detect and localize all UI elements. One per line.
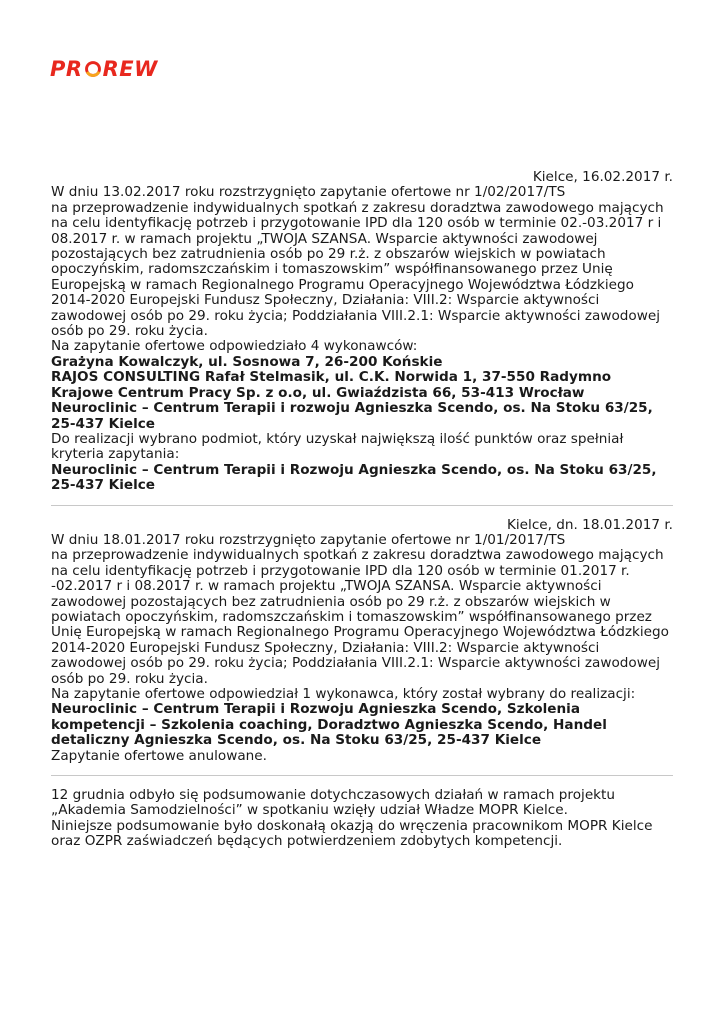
announcement-body: na przeprowadzenie indywidualnych spotkań z zakresu doradztwa zawodowego mających na celu identyfikację potrzeb i przygotowanie IPD dla 120 osób w terminie 02.-03.2017 r i 08.2017 r. w ramach projektu „TWOJA SZANSA. Wsparcie aktywności zawodowej pozostających bez zatrudnienia osób po 29 r.ż. z obszarów wiejskich w powiatach opoczyńskim, radomszczańskim i tomaszowskim” współfinansowanego przez Unię Europejską w ramach Regionalnego Programu Operacyjnego Województwa Łódzkiego 2014-2020 Europejski Fundusz Społeczny, Działania: VIII.2: Wsparcie aktywności zawodowej osób po 29. roku życia; Poddziałania VIII.2.1: Wsparcie aktywności zawodowej osób po 29. roku życia. <box>51 199 664 340</box>
offers-intro: Na zapytanie ofertowe odpowiedział 1 wykonawca, który został wybrany do realizacji: <box>51 686 636 702</box>
selection-text: Do realizacji wybrano podmiot, który uzyskał największą ilość punktów oraz spełniał kryteria zapytania: <box>51 430 624 463</box>
offer-item: Grażyna Kowalczyk, ul. Sosnowa 7, 26-200 Końskie <box>51 353 443 370</box>
announcement-intro: W dniu 18.01.2017 roku rozstrzygnięto zapytanie ofertowe nr 1/01/2017/TS <box>51 531 566 548</box>
announcement-date: Kielce, 16.02.2017 r. <box>532 169 673 185</box>
section-divider <box>51 505 673 506</box>
announcement-section-1 <box>51 170 673 494</box>
announcement-body: na przeprowadzenie indywidualnych spotkań z zakresu doradztwa zawodowego mających na celu identyfikację potrzeb i przygotowanie IPD dla 120 osób w terminie 01.2017 r. -02.2017 r i 08.2017 r. w ramach projektu „TWOJA SZANSA. Wsparcie aktywności zawodowej pozostających bez zatrudnienia osób po 29 r.ż. z obszarów wiejskich w powiatach opoczyńskim, radomszczańskim i tomaszowskim” współfinansowanego przez Unię Europejską w ramach Regionalnego Programu Operacyjnego Województwa Łódzkiego 2014-2020 Europejski Fundusz Społeczny, Działania: VIII.2: Wsparcie aktywności zawodowej osób po 29. roku życia; Poddziałania VIII.2.1: Wsparcie aktywności zawodowej osób po 29. roku życia. <box>51 547 669 687</box>
announcement-section-2 <box>51 518 673 765</box>
announcement-date: Kielce, dn. 18.01.2017 r. <box>506 516 673 533</box>
offer-item: Neuroclinic – Centrum Terapii i rozwoju Agnieszka Scendo, os. Na Stoku 63/25, 25-437 Kielce <box>51 400 653 432</box>
document-content <box>51 170 673 850</box>
news-paragraph: 12 grudnia odbyło się podsumowanie dotychczasowych działań w ramach projektu „Akademia Samodzielności” w spotkaniu wzięły udział Władze MOPR Kielce. <box>51 787 616 819</box>
announcement-intro: W dniu 13.02.2017 roku rozstrzygnięto zapytanie ofertowe nr 1/02/2017/TS <box>51 184 566 201</box>
logo-text-right: REW <box>102 57 158 81</box>
offer-item: RAJOS CONSULTING Rafał Stelmasik, ul. C.K. Norwida 1, 37-550 Radymno <box>51 369 612 386</box>
offers-intro: Na zapytanie ofertowe odpowiedziało 4 wykonawców: <box>51 338 418 355</box>
offer-item: Krajowe Centrum Pracy Sp. z o.o, ul. Gwiaździsta 66, 53-413 Wrocław <box>51 384 585 401</box>
news-section <box>51 788 673 850</box>
news-paragraph: Niniejsze podsumowanie było doskonałą okazją do wręczenia pracownikom MOPR Kielce oraz OZPR zaświadczeń będących potwierdzeniem zdobytych kompetencji. <box>51 817 653 850</box>
section-divider <box>51 775 673 776</box>
query-status: Zapytanie ofertowe anulowane. <box>51 747 267 764</box>
company-logo[interactable] <box>50 56 158 82</box>
selected-contractor: Neuroclinic – Centrum Terapii i Rozwoju Agnieszka Scendo, os. Na Stoku 63/25, 25-437 Kielce <box>51 461 657 494</box>
logo-ring-icon <box>84 60 102 78</box>
logo-text-left: PR <box>50 57 83 81</box>
selected-contractor: Neuroclinic – Centrum Terapii i Rozwoju Agnieszka Scendo, Szkolenia kompetencji – Szkolenia coaching, Doradztwo Agnieszka Scendo, Handel detaliczny Agnieszka Scendo, os. Na Stoku 63/25, 25-437 Kielce <box>51 701 607 749</box>
